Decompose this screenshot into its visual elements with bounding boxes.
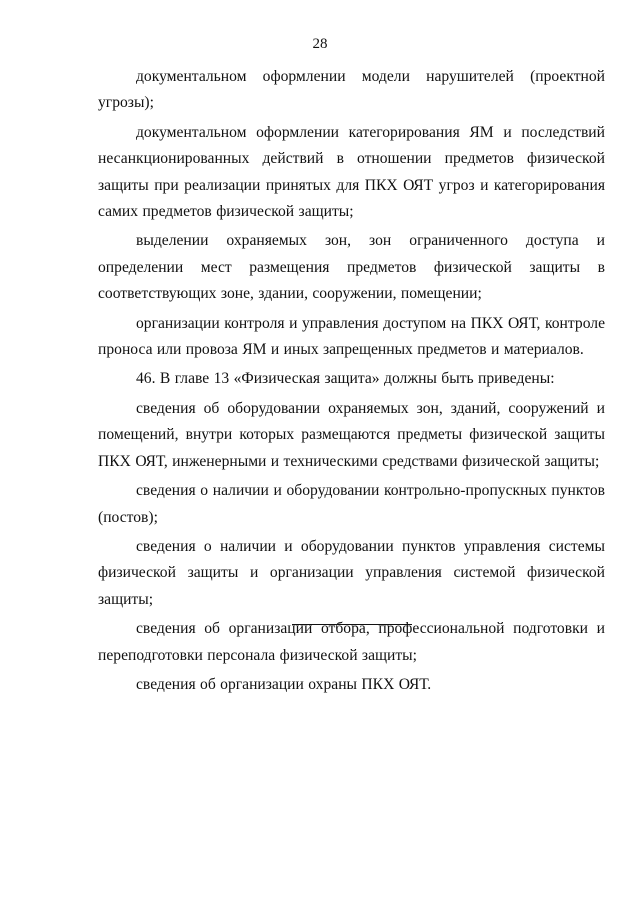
document-body: [98, 64, 605, 701]
paragraph: организации контроля и управления доступом на ПКХ ОЯТ, контроле проноса или провоза ЯМ и иных запрещенных предметов и материалов.: [98, 314, 605, 359]
paragraph: сведения о наличии и оборудовании пунктов управления системы физической защиты и организации управления системой физической защиты;: [98, 537, 605, 608]
paragraph: документальном оформлении категорирования ЯМ и последствий несанкционированных действий в отношении предметов физической защиты при реализации принятых для ПКХ ОЯТ угроз и категорирования самих предметов физической защиты;: [98, 123, 605, 221]
page-number: 28: [312, 36, 328, 52]
paragraph: выделении охраняемых зон, зон ограниченного доступа и определении мест размещения предметов физической защиты в соответствующих зоне, здании, сооружении, помещении;: [98, 232, 605, 303]
paragraph: сведения об организации отбора, профессиональной подготовки и переподготовки персонала физической защиты;: [98, 620, 605, 664]
section-heading-paragraph: 46. В главе 13 «Физическая защита» должны быть приведены:: [136, 370, 555, 388]
paragraph: сведения о наличии и оборудовании контрольно-пропускных пунктов (постов);: [98, 482, 605, 526]
paragraph: сведения об организации охраны ПКХ ОЯТ.: [136, 675, 432, 693]
paragraph: документальном оформлении модели нарушителей (проектной угрозы);: [98, 68, 605, 112]
paragraph: сведения об оборудовании охраняемых зон, зданий, сооружений и помещений, внутри которых размещаются предметы физической защиты ПКХ ОЯТ, инженерными и техническими средствами физической защиты;: [98, 399, 605, 470]
end-divider: [292, 624, 412, 625]
